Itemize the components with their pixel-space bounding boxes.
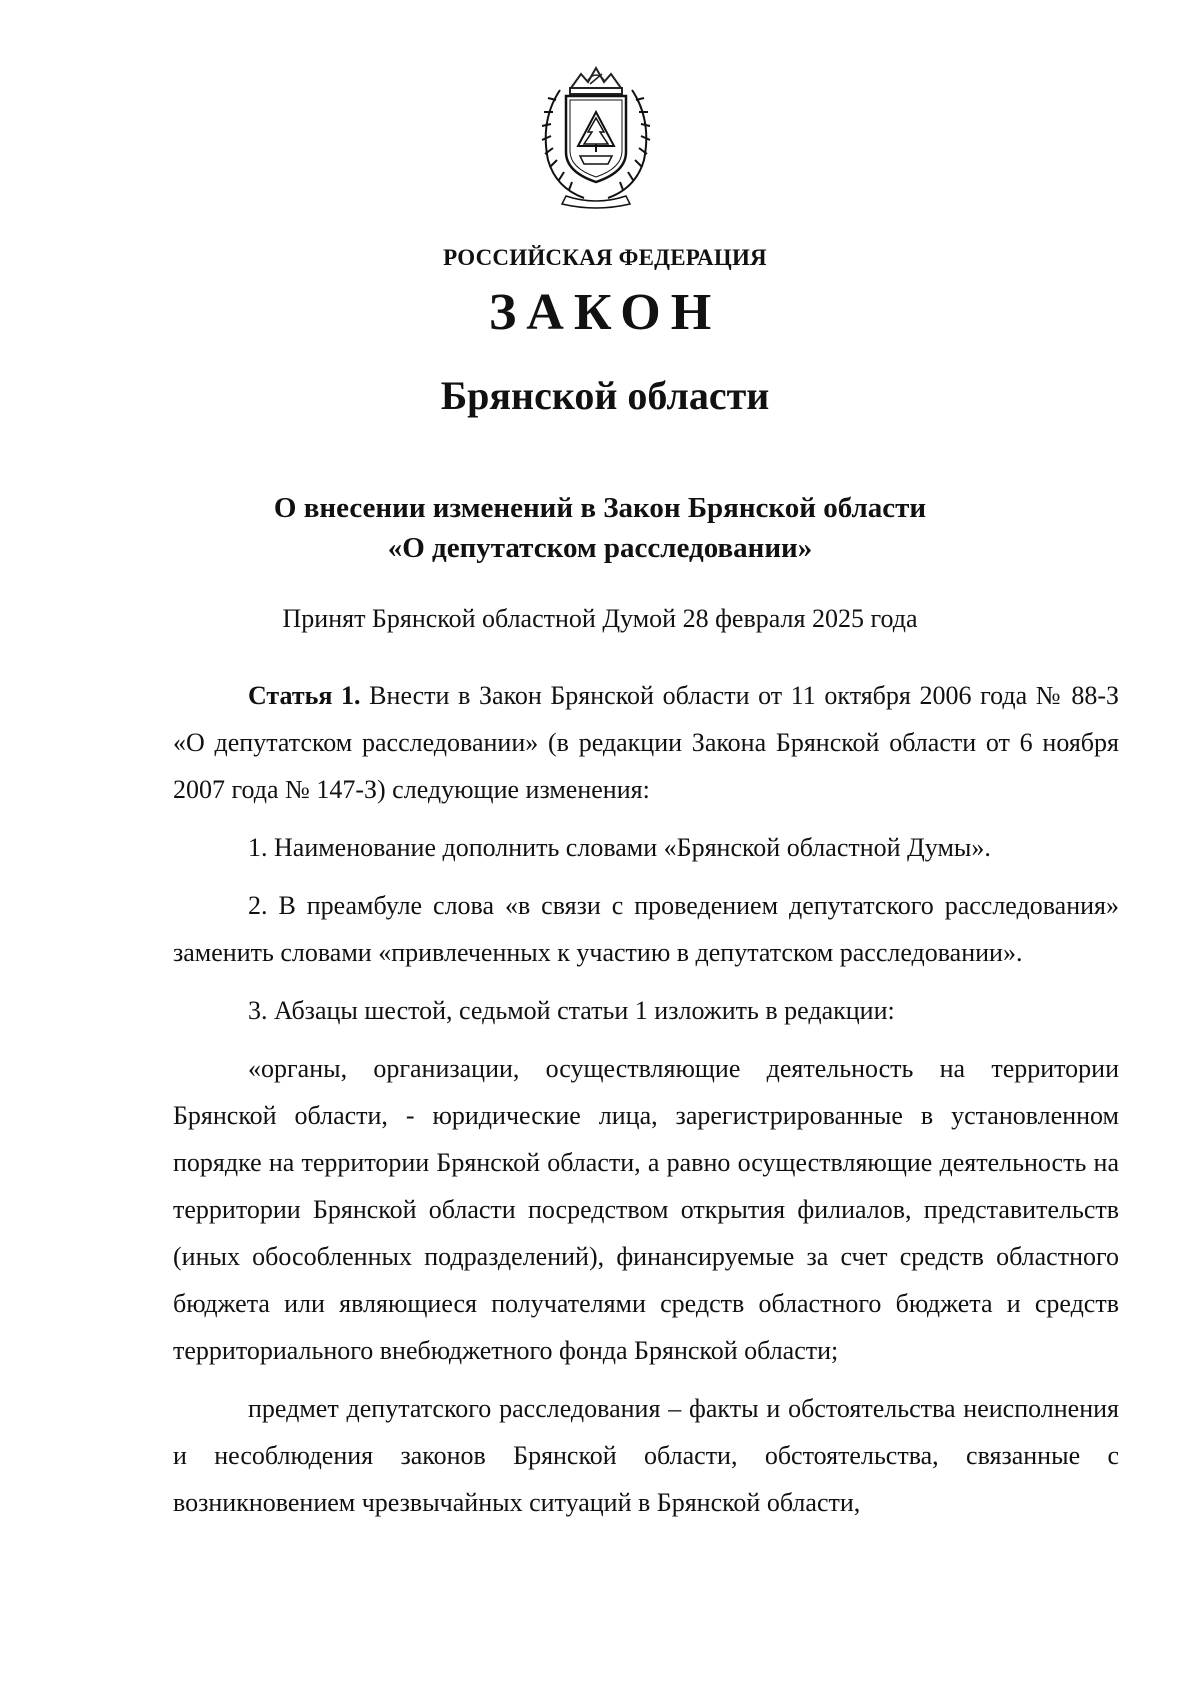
article-1-intro-text: Внести в Закон Брянской области от 11 октября 2006 года № 88-З «О депутатском расследовании» (в редакции Закона Брянской области от 6 ноября 2007 года № 147-З) следующие изменения: bbox=[173, 681, 1120, 804]
adoption-note: Принят Брянской областной Думой 28 февраля 2025 года bbox=[282, 604, 918, 633]
law-title-line-2: «О депутатском расследовании» bbox=[387, 532, 813, 564]
quoted-paragraph-2: предмет депутатского расследования – факты и обстоятельства неисполнения и несоблюдения законов Брянской области, обстоятельства, связанные с возникновением чрезвычайных ситуаций в Брянской области, bbox=[173, 1394, 1119, 1517]
article-1-intro bbox=[173, 672, 1119, 813]
law-body bbox=[173, 672, 1119, 1537]
amendment-item-3: 3. Абзацы шестой, седьмой статьи 1 изложить в редакции: bbox=[248, 996, 895, 1025]
region-heading: Брянской области bbox=[440, 373, 770, 418]
coat-of-arms-icon bbox=[526, 60, 666, 210]
country-heading: РОССИЙСКАЯ ФЕДЕРАЦИЯ bbox=[443, 245, 767, 270]
amendment-item-1: 1. Наименование дополнить словами «Брянской областной Думы». bbox=[248, 833, 991, 862]
quoted-paragraph-1: «органы, организации, осуществляющие деятельность на территории Брянской области, - юридические лица, зарегистрированные в установленном порядке на территории Брянской области, а равно осуществляющие деятельность на территории Брянской области посредством открытия филиалов, представительств (иных обособленных подразделений), финансируемые за счет средств областного бюджета или являющиеся получателями средств областного бюджета и средств территориального внебюджетного фонда Брянской области; bbox=[173, 1054, 1119, 1365]
amendment-item-2: 2. В преамбуле слова «в связи с проведением депутатского расследования» заменить словами «привлеченных к участию в депутатском расследовании». bbox=[173, 891, 1119, 967]
law-title-line-1: О внесении изменений в Закон Брянской области bbox=[273, 492, 927, 524]
article-1-heading: Статья 1. bbox=[248, 681, 361, 710]
law-title bbox=[0, 488, 1200, 568]
document-type-heading: ЗАКОН bbox=[488, 284, 722, 341]
